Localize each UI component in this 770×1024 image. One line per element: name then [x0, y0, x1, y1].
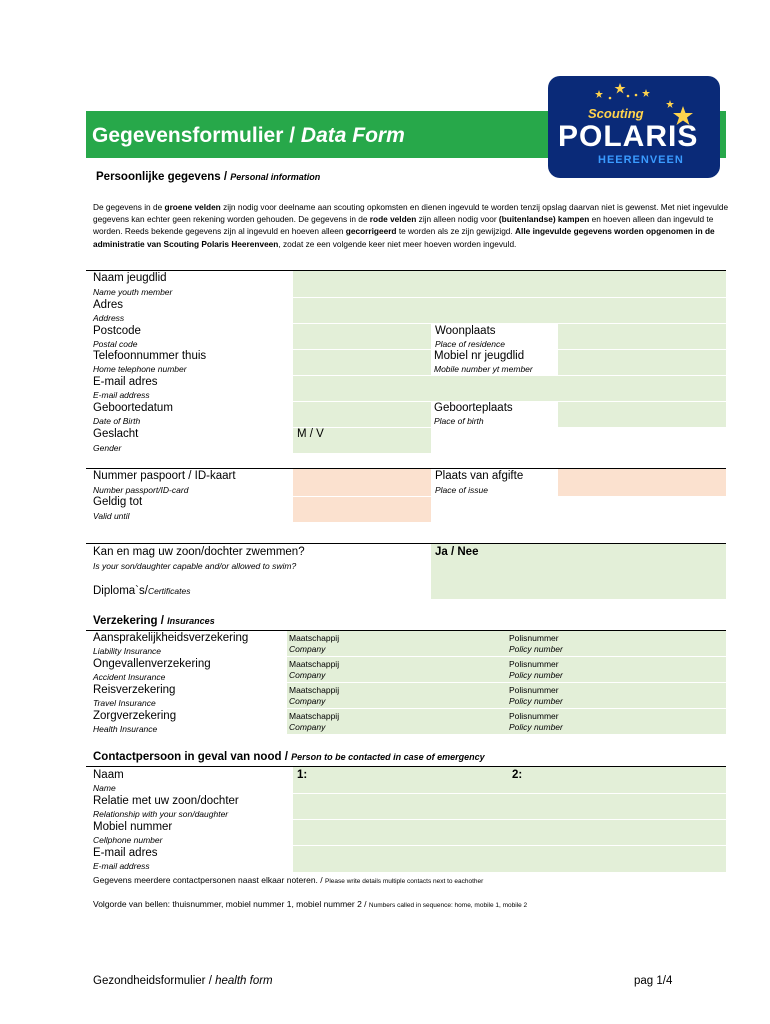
telefoon-input[interactable] [293, 350, 431, 375]
geboorteplaats-label: Geboorteplaats [434, 402, 513, 414]
geldig-label: Geldig tot [93, 496, 143, 508]
paspoort-input[interactable] [293, 469, 431, 496]
policy-label: Polisnummer [509, 633, 559, 643]
insurance-heading: Verzekering / Insurances [93, 615, 215, 627]
woonplaats-sublabel: Place of residence [435, 339, 505, 349]
geboorteplaats-sublabel: Place of birth [434, 416, 484, 426]
personal-heading: Persoonlijke gegevens / Personal information [96, 171, 321, 183]
insurance-sublabel: Travel Insurance [93, 698, 156, 708]
contact-mobiel-sublabel: Cellphone number [93, 835, 163, 845]
contact-naam-label: Naam [93, 769, 124, 781]
page-title: Gegevensformulier / Data Form [92, 124, 405, 147]
contact-relatie-sublabel: Relationship with your son/daughter [93, 809, 229, 819]
logo-polaris-text: POLARIS [558, 120, 699, 153]
geboorteplaats-input[interactable] [558, 402, 726, 427]
insurance-label-accident: Ongevallenverzekering [93, 658, 211, 670]
geslacht-label: Geslacht [93, 428, 139, 440]
afgifte-sublabel: Place of issue [435, 485, 488, 495]
adres-sublabel: Address [93, 313, 125, 323]
logo-heerenveen-text: HEERENVEEN [598, 154, 684, 166]
company-label: Maatschappij [289, 633, 340, 643]
telefoon-label: Telefoonnummer thuis [93, 350, 207, 362]
insurance-sublabel: Liability Insurance [93, 646, 162, 656]
company-label-en: Company [289, 644, 326, 654]
contact-mobiel-input[interactable] [293, 820, 726, 845]
contact-email-sublabel: E-mail address [93, 861, 150, 871]
postcode-sublabel: Postal code [93, 339, 138, 349]
adres-input[interactable] [293, 298, 726, 323]
contact-mobiel-label: Mobiel nummer [93, 821, 173, 833]
policy-label-en: Policy number [509, 722, 563, 732]
contact-heading: Contactpersoon in geval van nood / Person to be contacted in case of emergency [93, 751, 485, 763]
postcode-label: Postcode [93, 325, 141, 337]
policy-label: Polisnummer [509, 711, 559, 721]
policy-label-en: Policy number [509, 696, 563, 706]
geboortedatum-input[interactable] [293, 402, 431, 427]
insurance-label-health: Zorgverzekering [93, 710, 177, 722]
geldig-sublabel: Valid until [93, 511, 130, 521]
contact-naam-sublabel: Name [93, 783, 116, 793]
insurance-row-bg[interactable] [287, 709, 726, 734]
contact-relatie-label: Relatie met uw zoon/dochter [93, 795, 239, 807]
adres-label: Adres [93, 299, 124, 311]
geboortedatum-label: Geboortedatum [93, 402, 173, 414]
company-label: Maatschappij [289, 659, 340, 669]
woonplaats-label: Woonplaats [435, 325, 496, 337]
geldig-input[interactable] [293, 497, 431, 522]
naam-input[interactable] [293, 271, 726, 297]
telefoon-sublabel: Home telephone number [93, 364, 187, 374]
geboortedatum-sublabel: Date of Birth [93, 416, 141, 426]
insurance-label-liability: Aansprakelijkheidsverzekering [93, 632, 249, 644]
naam-label: Naam jeugdlid [93, 272, 167, 284]
policy-label-en: Policy number [509, 644, 563, 654]
policy-label-en: Policy number [509, 670, 563, 680]
insurance-sublabel: Accident Insurance [93, 672, 166, 682]
policy-label: Polisnummer [509, 659, 559, 669]
afgifte-label: Plaats van afgifte [435, 470, 524, 482]
intro-text: De gegevens in de groene velden zijn nodig voor deelname aan scouting opkomsten en dienen ingevuld te worden tenzij opslag daarvan niet is gewenst. Met niet ingevulde gegevens kan echter geen rekening worden gehouden. De gegevens in de rode velden zijn alleen nodig voor (buitenlandse) kampen en hoeven alleen dan ingevuld te worden. Reeds bekende gegevens zijn al ingevuld en hoeven alleen gecorrigeerd te worden als ze zijn gewijzigd. Alle ingevulde gegevens worden opgenomen in de administratie van Scouting Polaris Heerenveen, zodat ze een volgende keer niet meer hoeven worden ingevuld. [93, 202, 729, 249]
insurance-row-bg[interactable] [287, 631, 726, 656]
company-label: Maatschappij [289, 711, 340, 721]
swim-question: Kan en mag uw zoon/dochter zwemmen? [93, 546, 305, 558]
mobiel-sublabel: Mobile number yt member [434, 364, 533, 374]
postcode-input[interactable] [293, 324, 431, 349]
email-input[interactable] [293, 376, 726, 401]
insurance-label-travel: Reisverzekering [93, 684, 176, 696]
company-label-en: Company [289, 670, 326, 680]
logo-scouting-text: Scouting [588, 106, 644, 121]
paspoort-sublabel: Number passport/ID-card [93, 485, 189, 495]
contact-naam-input[interactable] [293, 767, 726, 793]
policy-label: Polisnummer [509, 685, 559, 695]
company-label-en: Company [289, 696, 326, 706]
email-sublabel: E-mail address [93, 390, 150, 400]
contact-col-1: 1: [297, 769, 308, 781]
swim-sublabel: Is your son/daughter capable and/or allowed to swim? [93, 561, 297, 571]
contact-col-2: 2: [512, 769, 523, 781]
company-label-en: Company [289, 722, 326, 732]
mobiel-label: Mobiel nr jeugdlid [434, 350, 525, 362]
scouting-polaris-logo [548, 76, 720, 178]
swim-answer: Ja / Nee [435, 546, 479, 558]
woonplaats-input[interactable] [558, 324, 726, 349]
geslacht-sublabel: Gender [93, 443, 122, 453]
contact-email-label: E-mail adres [93, 847, 158, 859]
footer-left: Gezondheidsformulier / health form [93, 975, 273, 987]
insurance-sublabel: Health Insurance [93, 724, 158, 734]
mobiel-input[interactable] [558, 350, 726, 375]
contact-note-2: Volgorde van bellen: thuisnummer, mobiel nummer 1, mobiel nummer 2 / Numbers called in sequence: home, mobile 1, mobile 2 [93, 899, 528, 909]
afgifte-input[interactable] [558, 469, 726, 496]
contact-note-1: Gegevens meerdere contactpersonen naast elkaar noteren. / Please write details multiple contacts next to eachother [93, 875, 484, 885]
company-label: Maatschappij [289, 685, 340, 695]
diploma-label: Diploma`s/Certificates [93, 585, 191, 597]
page-number: pag 1/4 [634, 975, 673, 987]
paspoort-label: Nummer paspoort / ID-kaart [93, 470, 236, 482]
geslacht-value: M / V [297, 428, 324, 440]
insurance-row-bg[interactable] [287, 657, 726, 682]
insurance-row-bg[interactable] [287, 683, 726, 708]
naam-sublabel: Name youth member [93, 287, 173, 297]
email-label: E-mail adres [93, 376, 158, 388]
contact-email-input[interactable] [293, 846, 726, 872]
contact-relatie-input[interactable] [293, 794, 726, 819]
